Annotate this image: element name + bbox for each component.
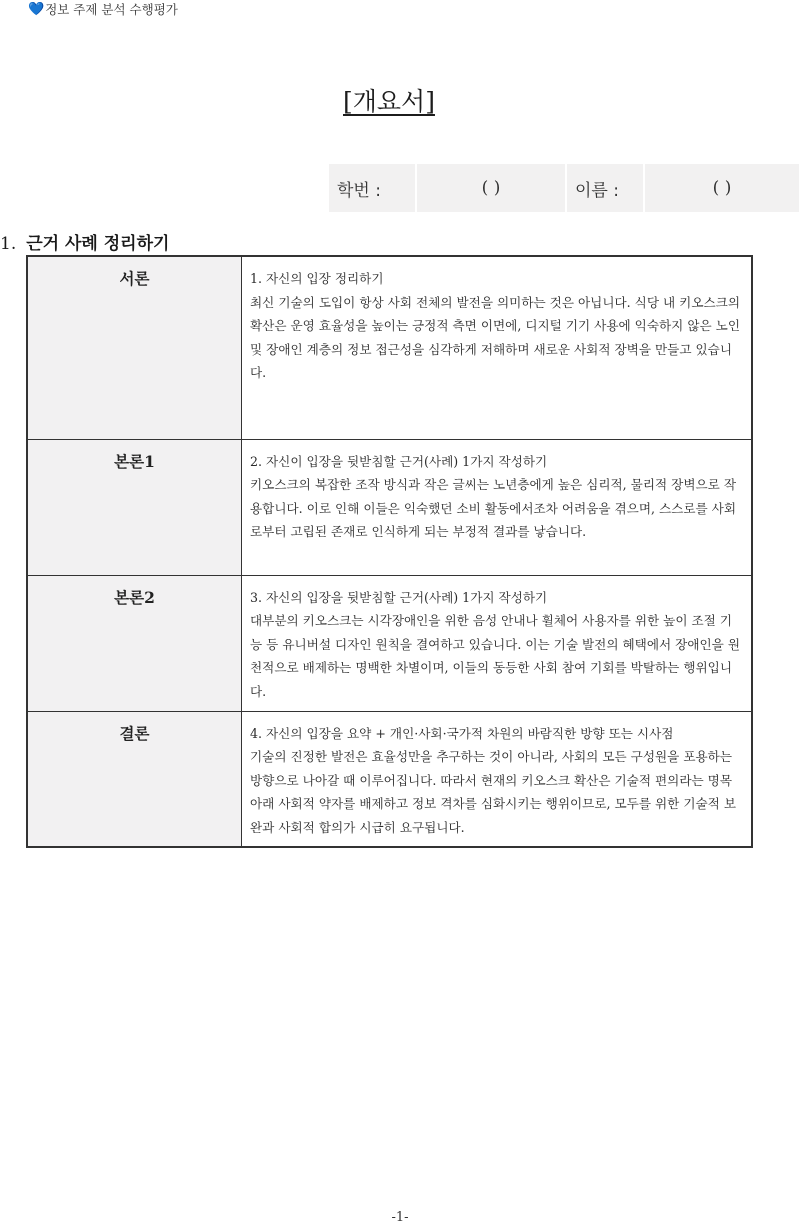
section-title: 근거 사례 정리하기 [26, 234, 170, 254]
row-body-intro[interactable] [242, 256, 753, 439]
table-row-conclusion [27, 711, 752, 847]
section-heading [0, 229, 169, 254]
row-prompt: 2. 자신이 입장을 뒷받침할 근거(사례) 1가지 작성하기 [250, 453, 548, 469]
row-prompt: 3. 자신의 입장을 뒷받침할 근거(사례) 1가지 작성하기 [250, 589, 548, 605]
row-answer: 기술의 진정한 발전은 효율성만을 추구하는 것이 아니라, 사회의 모든 구성원을 포용하는 방향으로 나아갈 때 이루어집니다. 따라서 현재의 키오스크 확산은 기술적 편의라는 명목 아래 사회적 약자를 배제하고 정보 격차를 심화시키는 행위이므로, 모두를 위한 기술적 보완과 사회적 합의가 시급히 요구됩니다. [250, 749, 736, 835]
student-name-field[interactable]: ( ) [645, 164, 799, 212]
table-row-body2 [27, 575, 752, 711]
student-info-row [329, 164, 799, 212]
outline-table [26, 255, 753, 848]
table-row-body1 [27, 439, 752, 575]
header-label: 정보 주제 분석 수행평가 [45, 2, 178, 17]
row-label-conclusion: 결론 [27, 711, 242, 847]
row-body-body2[interactable] [242, 575, 753, 711]
blue-heart-icon: 💙 [28, 1, 45, 17]
page-number: -1- [391, 1210, 409, 1225]
table-row-intro [27, 256, 752, 439]
row-answer: 대부분의 키오스크는 시각장애인을 위한 음성 안내나 휠체어 사용자를 위한 높이 조절 기능 등 유니버설 디자인 원칙을 결여하고 있습니다. 이는 기술 발전의 혜택에서 장애인을 원천적으로 배제하는 명백한 차별이며, 이들의 동등한 사회 참여 기회를 박탈하는 행위입니다. [250, 613, 741, 699]
row-prompt: 4. 자신의 입장을 요약 + 개인·사회·국가적 차원의 바람직한 방향 또는 시사점 [250, 725, 674, 741]
document-title: [개요서] [343, 87, 435, 116]
section-number: 1. [0, 234, 17, 254]
row-answer: 최신 기술의 도입이 항상 사회 전체의 발전을 의미하는 것은 아닙니다. 식당 내 키오스크의 확산은 운영 효율성을 높이는 긍정적 측면 이면에, 디지털 기기 사용에 익숙하지 않은 노인 및 장애인 계층의 정보 접근성을 심각하게 저해하며 새로운 사회적 장벽을 만들고 있습니다. [250, 294, 741, 380]
student-id-field[interactable]: ( ) [417, 164, 565, 212]
row-label-intro: 서론 [27, 256, 242, 439]
row-label-body2: 본론2 [27, 575, 242, 711]
row-label-body1: 본론1 [27, 439, 242, 575]
page-header [28, 0, 178, 18]
student-id-label: 학번 : [329, 164, 415, 212]
row-body-body1[interactable] [242, 439, 753, 575]
row-prompt: 1. 자신의 입장 정리하기 [250, 271, 384, 286]
student-name-label: 이름 : [567, 164, 643, 212]
row-answer: 키오스크의 복잡한 조작 방식과 작은 글씨는 노년층에게 높은 심리적, 물리적 장벽으로 작용합니다. 이로 인해 이들은 익숙했던 소비 활동에서조차 어려움을 겪으며, 스스로를 사회로부터 고립된 존재로 인식하게 되는 부정적 결과를 낳습니다. [250, 477, 736, 539]
row-body-conclusion[interactable] [242, 711, 753, 847]
